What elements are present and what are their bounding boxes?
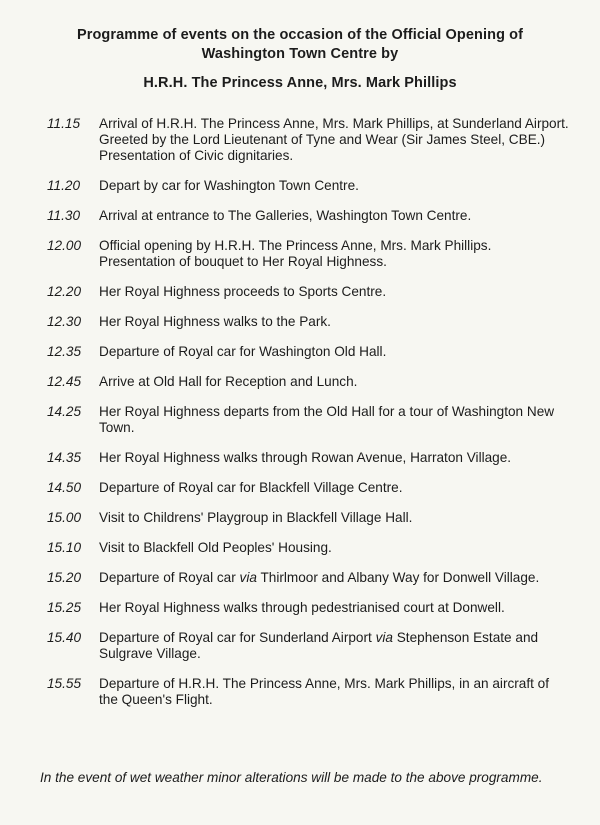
event-time: 15.55 [47,676,82,691]
event-description: Her Royal Highness departs from the Old Hall for a tour of Washington New Town. [99,404,555,435]
event-time: 12.35 [47,344,82,359]
header-line-1: Programme of events on the occasion of the Official Opening of [76,27,524,43]
event-description-end: Thirlmoor and Albany Way for Donwell Village. [256,570,540,585]
header-line-2: Washington Town Centre by [201,46,399,62]
event-description: Departure of Royal car for Blackfell Village Centre. [99,480,403,495]
event-description: Arrival at entrance to The Galleries, Washington Town Centre. [99,208,472,223]
event-item [0,284,600,300]
event-item [0,344,600,360]
event-item [0,450,600,466]
event-description [99,630,569,662]
event-item [0,238,600,270]
event-description: Arrival of H.R.H. The Princess Anne, Mrs. Mark Phillips, at Sunderland Airport. Greeted by the Lord Lieutenant of Tyne and Wear (Sir James Steel, CBE.) Presentation of Civic dignitaries. [99,116,569,163]
programme-header [0,26,600,93]
event-time: 14.50 [47,480,82,495]
event-description-emphasis: via [239,570,257,585]
event-description-end: Stephenson Estate and Sulgrave Village. [99,630,539,661]
event-time: 12.20 [47,284,82,299]
event-item [0,208,600,224]
event-item [0,676,600,708]
event-time: 14.35 [47,450,82,465]
event-description: Her Royal Highness walks to the Park. [99,314,331,329]
event-description-emphasis: via [375,630,393,645]
event-time: 11.20 [47,178,81,193]
header-line-3: H.R.H. The Princess Anne, Mrs. Mark Phillips [143,75,457,91]
event-time: 12.45 [47,374,82,389]
event-item [0,630,600,662]
event-time: 11.15 [47,116,81,131]
event-description-start: Departure of Royal car for Sunderland Airport [99,630,376,645]
event-item [0,314,600,330]
event-description: Arrive at Old Hall for Reception and Lunch. [99,374,358,389]
event-time: 12.30 [47,314,82,329]
event-item [0,404,600,436]
event-item [0,374,600,390]
event-time: 11.30 [47,208,81,223]
event-time: 12.00 [47,238,82,253]
event-list [0,116,600,722]
event-item [0,480,600,496]
event-time: 14.25 [47,404,82,419]
event-item [0,116,600,164]
event-time: 15.40 [47,630,82,645]
event-description: Her Royal Highness proceeds to Sports Centre. [99,284,387,299]
event-time: 15.20 [47,570,82,585]
event-description: Visit to Blackfell Old Peoples' Housing. [99,540,332,555]
event-time: 15.00 [47,510,82,525]
event-item [0,540,600,556]
event-time: 15.25 [47,600,82,615]
event-item [0,600,600,616]
event-item [0,570,600,586]
event-description: Her Royal Highness walks through Rowan Avenue, Harraton Village. [99,450,512,465]
event-description: Her Royal Highness walks through pedestrianised court at Donwell. [99,600,505,615]
event-description: Departure of H.R.H. The Princess Anne, Mrs. Mark Phillips, in an aircraft of the Queen's Flight. [99,676,550,707]
event-description: Depart by car for Washington Town Centre. [99,178,359,193]
event-description: Departure of Royal car for Washington Old Hall. [99,344,387,359]
event-time: 15.10 [47,540,82,555]
event-description [99,570,569,586]
event-description-start: Departure of Royal car [99,570,240,585]
event-description: Visit to Childrens' Playgroup in Blackfell Village Hall. [99,510,413,525]
weather-note: In the event of wet weather minor alterations will be made to the above programme. [40,770,543,785]
event-description: Official opening by H.R.H. The Princess Anne, Mrs. Mark Phillips. Presentation of bouquet to Her Royal Highness. [99,238,492,269]
event-item [0,510,600,526]
event-item [0,178,600,194]
